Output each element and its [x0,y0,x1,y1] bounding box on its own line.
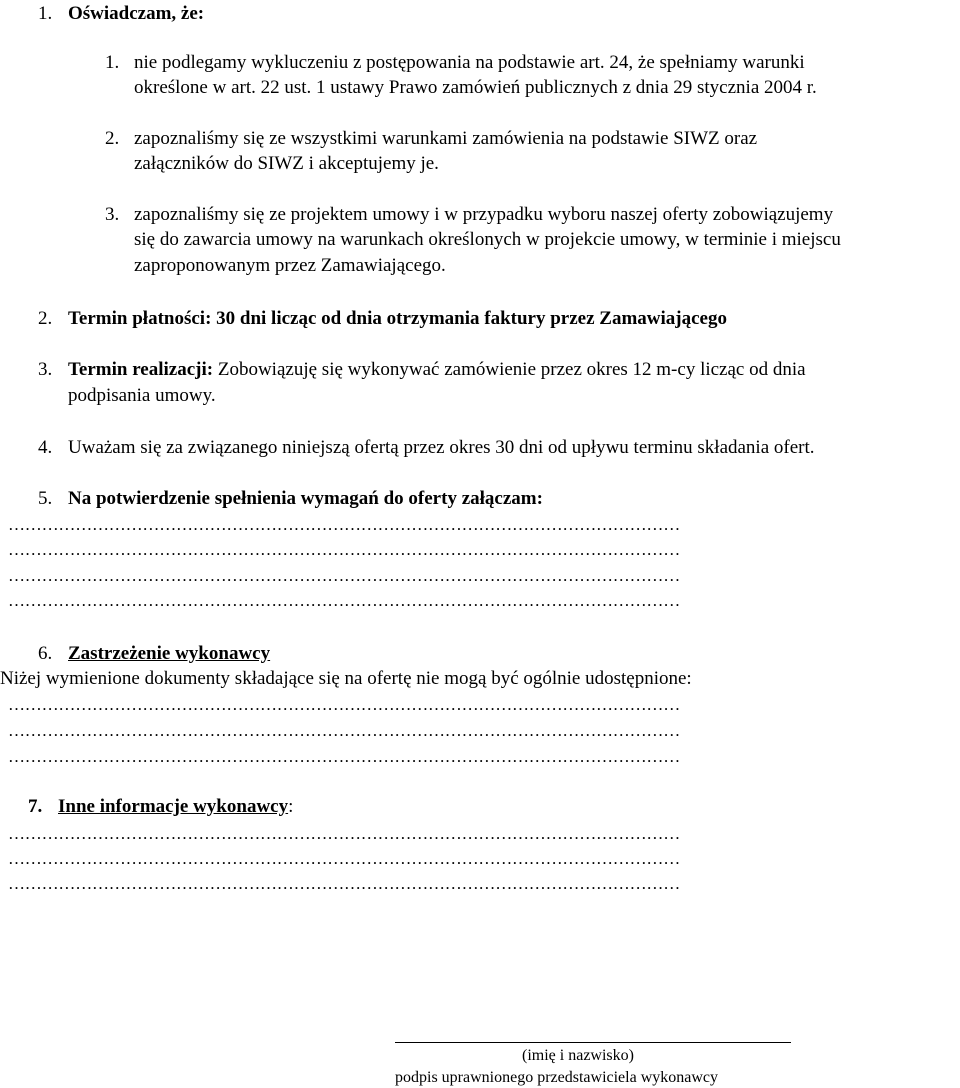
other-info-line-2[interactable]: ………………………………………………………………………………………………………… [8,849,681,868]
item-2-line-1: zapoznaliśmy się ze wszystkimi warunkami zamówienia na podstawie SIWZ oraz [134,128,758,149]
section-3-number: 3. [38,359,53,380]
other-info-line-3[interactable]: ………………………………………………………………………………………………………… [8,874,681,893]
reservation-line-2[interactable]: ………………………………………………………………………………………………………… [8,721,681,740]
item-1-line-1: nie podlegamy wykluczeniu z postępowania na podstawie art. 24, że spełniamy warunki [134,52,805,73]
other-info [58,795,293,819]
reservation-line-3[interactable]: ………………………………………………………………………………………………………… [8,747,681,766]
item-1-line-2: określone w art. 22 ust. 1 ustawy Prawo zamówień publicznych z dnia 29 stycznia 2004 r. [134,77,817,98]
section-5-number: 5. [38,488,53,509]
section-1-heading: Oświadczam, że: [68,3,205,24]
reservation-text: Niżej wymienione dokumenty składające się na ofertę nie mogą być ogólnie udostępnione: [0,668,692,689]
item-2-line-2: załączników do SIWZ i akceptujemy je. [134,153,439,174]
section-2-number: 2. [38,308,53,329]
item-1-number: 1. [105,52,120,73]
other-info-heading: Inne informacje wykonawcy [58,796,289,817]
section-6-number: 6. [38,643,53,664]
reservation-heading: Zastrzeżenie wykonawcy [68,643,271,664]
realization-term-line-2: podpisania umowy. [68,385,216,406]
attachments-line-4[interactable]: ………………………………………………………………………………………………………… [8,591,681,610]
signature-name-label: (imię i nazwisko) [522,1047,634,1064]
item-3-line-3: zaproponowanym przez Zamawiającego. [134,255,446,276]
section-1-number: 1. [38,3,53,24]
item-3-line-2: się do zawarcia umowy na warunkach określonych w projekcie umowy, w terminie i miejscu [134,229,841,250]
realization-term-label: Termin realizacji: [68,359,214,380]
signature-caption: podpis uprawnionego przedstawiciela wykonawcy [395,1069,719,1086]
attachments-heading: Na potwierdzenie spełnienia wymagań do oferty załączam: [68,488,543,509]
attachments-line-3[interactable]: ………………………………………………………………………………………………………… [8,566,681,585]
item-2-number: 2. [105,128,120,149]
item-3-number: 3. [105,204,120,225]
payment-term: Termin płatności: 30 dni licząc od dnia otrzymania faktury przez Zamawiającego [68,308,727,329]
realization-term-text: Zobowiązuję się wykonywać zamówienie przez okres 12 m-cy licząc od dnia [213,359,806,380]
realization-term [68,358,806,382]
section-4-number: 4. [38,437,53,458]
other-info-colon: : [288,796,294,817]
section-7-number: 7. [28,796,43,817]
offer-validity: Uważam się za związanego niniejszą ofertą przez okres 30 dni od upływu terminu składania ofert. [68,437,815,458]
attachments-line-2[interactable]: ………………………………………………………………………………………………………… [8,540,681,559]
reservation-line-1[interactable]: ………………………………………………………………………………………………………… [8,695,681,714]
other-info-line-1[interactable]: ………………………………………………………………………………………………………… [8,824,681,843]
attachments-line-1[interactable]: ………………………………………………………………………………………………………… [8,515,681,534]
signature-line[interactable] [395,1042,791,1043]
item-3-line-1: zapoznaliśmy się ze projektem umowy i w przypadku wyboru naszej oferty zobowiązujemy [134,204,834,225]
